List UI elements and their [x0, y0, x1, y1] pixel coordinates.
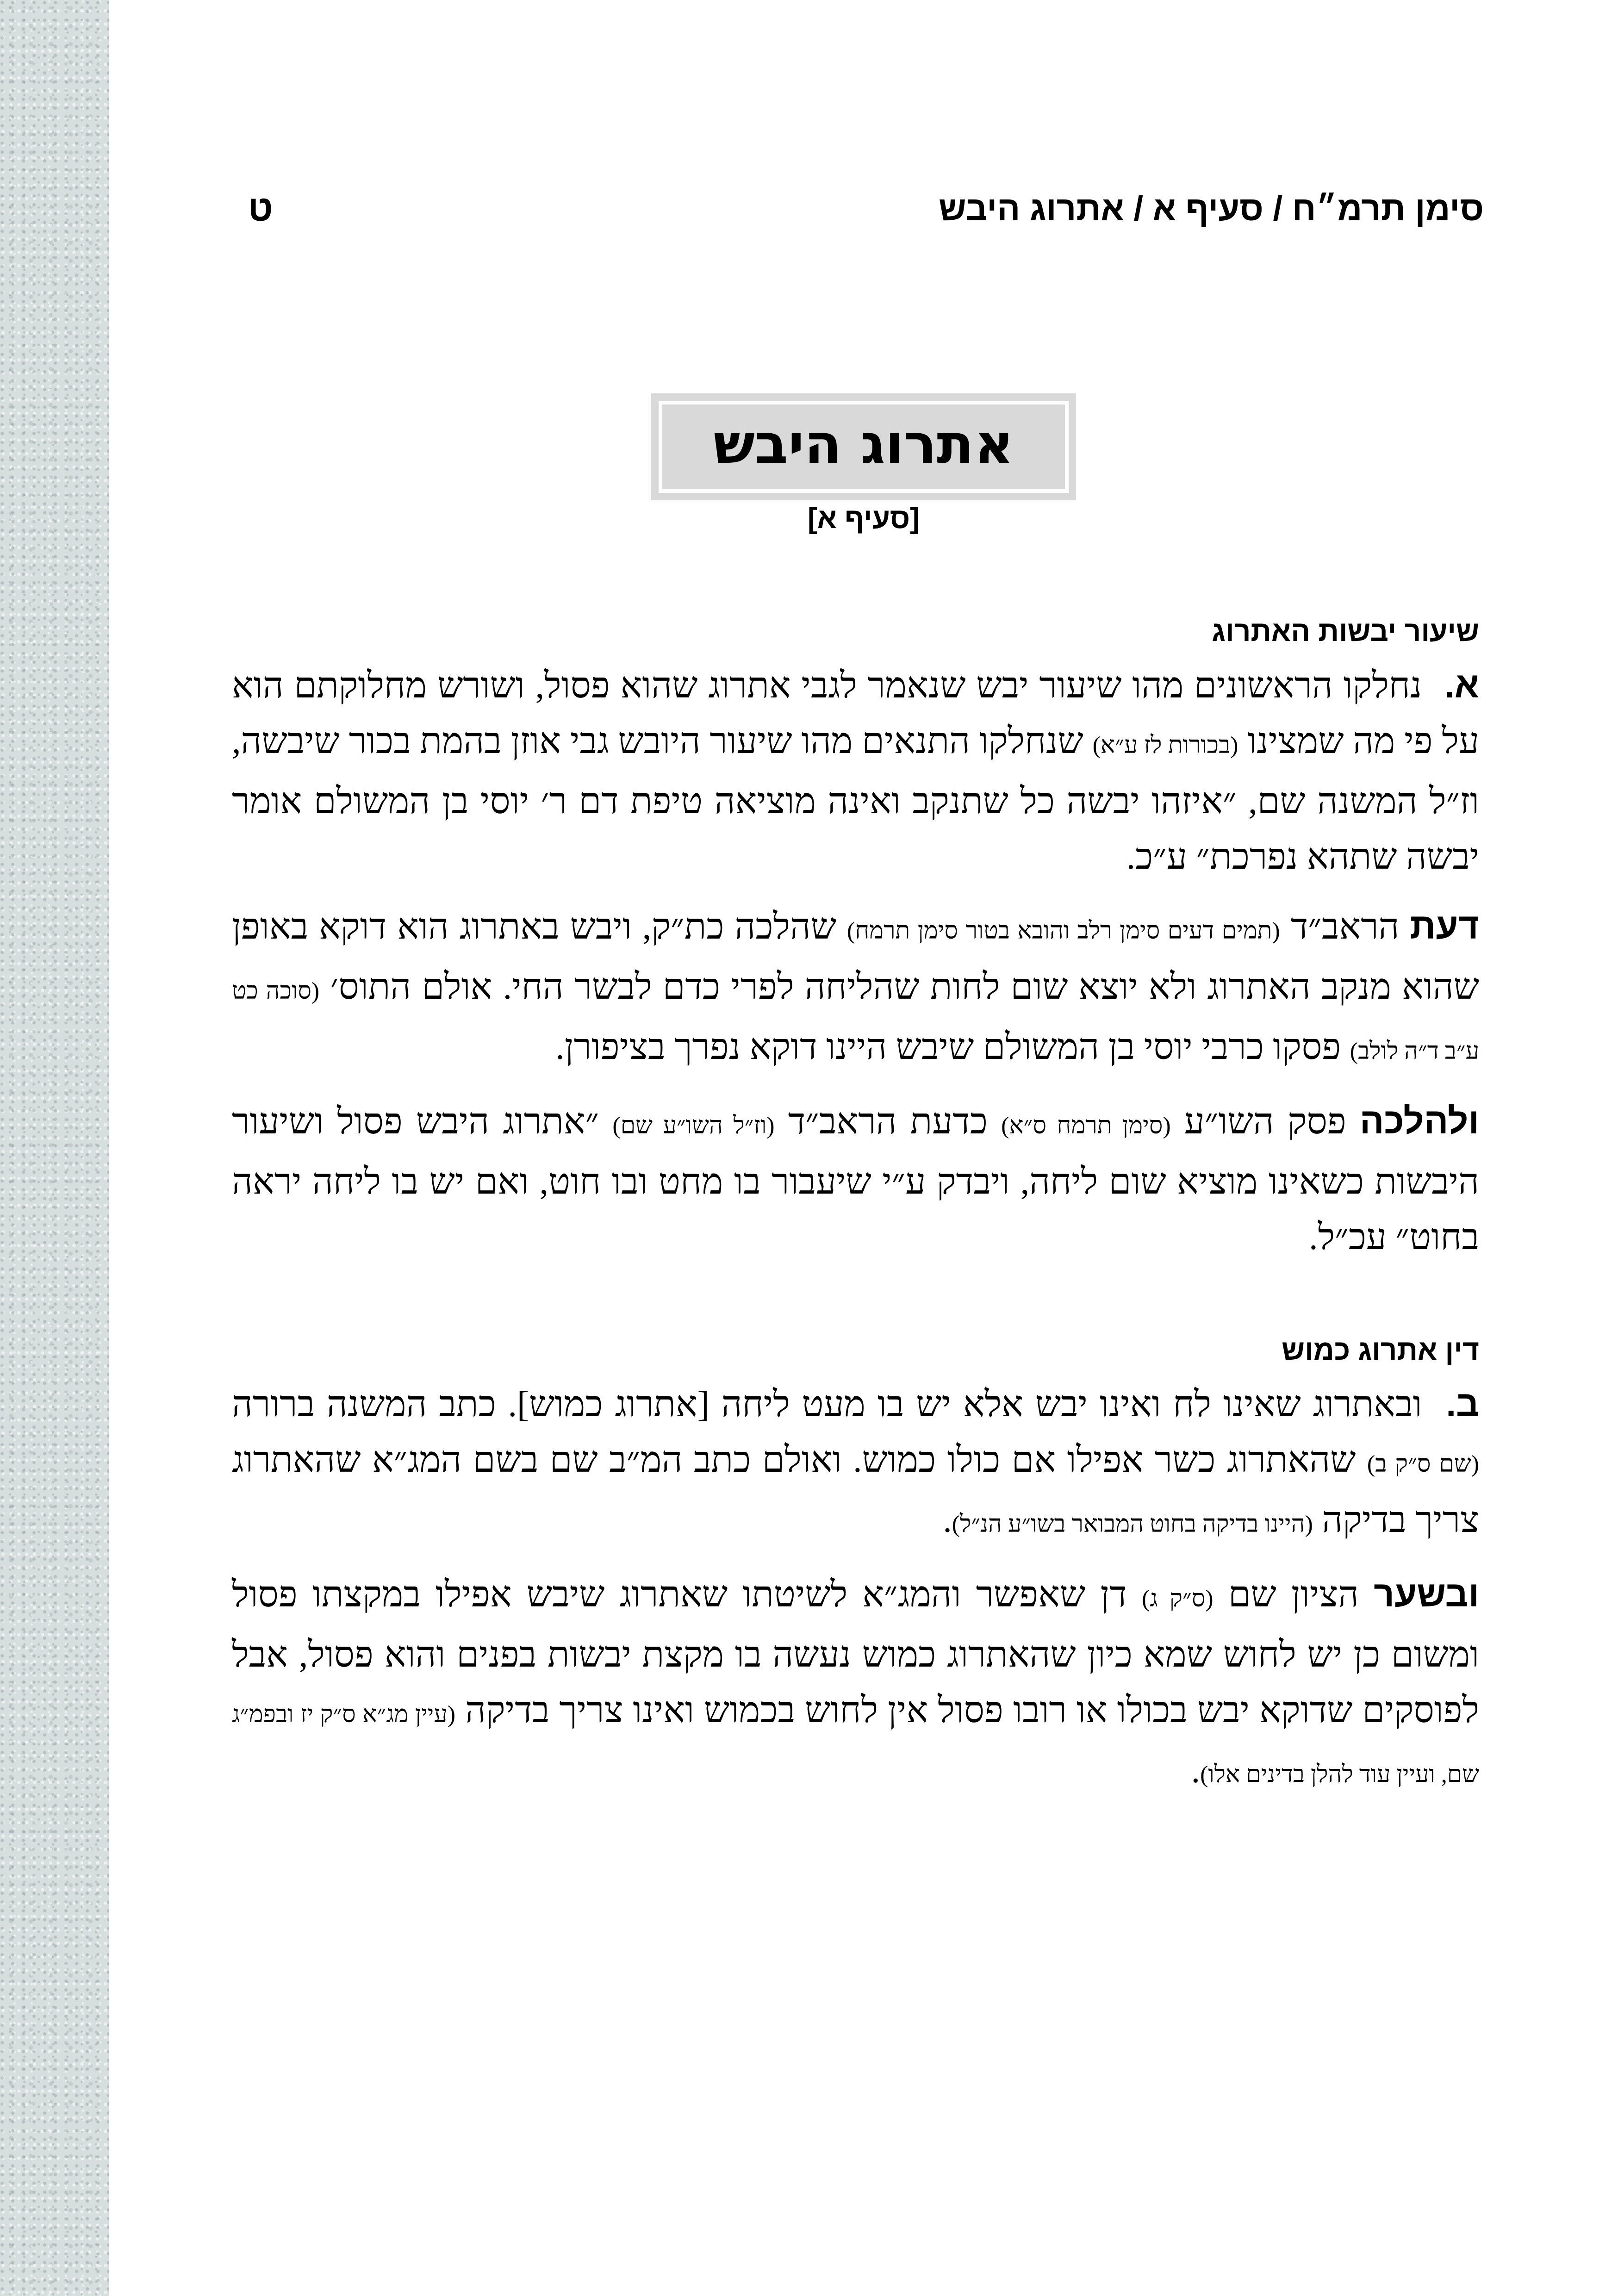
source-reference: (וז״ל השו״ע שם)	[612, 1113, 775, 1139]
paragraph-text: כדעת הראב״ד	[788, 1101, 988, 1141]
paragraph-text: הציון שם	[1228, 1574, 1359, 1614]
paragraph	[232, 657, 1479, 884]
seif-label: [סעיף א]	[808, 503, 920, 535]
paragraph	[232, 1093, 1479, 1265]
source-reference: (היינו בדיקה בחוט המבואר בשו״ע הנ״ל)	[952, 1511, 1313, 1537]
section-heading: דין אתרוג כמוש	[1282, 1334, 1479, 1366]
paragraph-marker: ב.	[1446, 1383, 1479, 1424]
paragraph-text: נחלקו הראשונים מהו שיעור יבש שנאמר לגבי אתרוג שהוא פסול, ושורש מחלוקתם הוא על פי מה שמצינו	[232, 665, 1479, 761]
paragraph-text: .	[1191, 1750, 1201, 1790]
main-content	[232, 611, 1479, 1817]
paragraph	[232, 898, 1479, 1079]
paragraph-lead-word: ולהלכה	[1359, 1101, 1479, 1141]
section-spacer	[232, 1279, 1479, 1330]
chapter-title-box	[651, 393, 1076, 500]
paragraph-text: הראב״ד	[1290, 906, 1400, 946]
book-page	[109, 0, 1618, 2296]
paragraph-text: ״אתרוג היבש פסול ושיעור היבשות כשאינו מוציא שום ליחה, ויבדק ע״י שיעבור בו מחט ובו חוט, ואם יש בו ליחה יראה בחוט״ עכ״ל.	[232, 1101, 1479, 1257]
chapter-title-wrap	[109, 393, 1618, 500]
paragraph-text: .	[943, 1500, 952, 1540]
paragraph-text: שהאתרוג כשר אפילו אם כולו כמוש. ואולם כתב המ״ב שם בשם המג״א שהאתרוג צריך בדיקה	[232, 1439, 1479, 1540]
paragraph-text: דן שאפשר והמג״א לשיטתו שאתרוג שיבש אפילו במקצתו פסול ומשום כן יש לחוש שמא כיון שהאתרוג כמוש נעשה בו מקצת יבשות בפנים והוא פסול, אבל לפוסקים שדוקא יבש בכולו או רובו פסול אין לחוש בכמוש ואינו צריך בדיקה	[232, 1574, 1480, 1730]
paragraph	[232, 1566, 1479, 1803]
source-reference: (סוכה כט ע״ב ד״ה לולב)	[232, 978, 1479, 1064]
source-reference: (בכורות לז ע״א)	[1092, 732, 1238, 759]
page-number: ט	[248, 187, 273, 229]
decorative-stone-margin	[0, 0, 109, 2296]
paragraph	[232, 1376, 1479, 1552]
source-reference: (שם ס״ק ב)	[1367, 1451, 1479, 1477]
paragraph-lead-word: דעת	[1410, 906, 1480, 946]
paragraph-marker: א.	[1444, 665, 1479, 705]
source-reference: (תמים דעים סימן רלב והובא בטור סימן תרמח)	[847, 918, 1280, 944]
paragraph-text: שנחלקו התנאים מהו שיעור היובש גבי אוזן בהמת בכור שיבשה, וז״ל המשנה שם, ״איזהו יבשה כל שתנקב ואינה מוציאה טיפת דם ר׳ יוסי בן המשולם אומר יבשה שתהא נפרכת״ ע״כ.	[232, 721, 1479, 877]
paragraph-text: פסק השו״ע	[1184, 1101, 1346, 1141]
source-reference: (ס״ק ג)	[1141, 1586, 1214, 1612]
paragraph-text: שהלכה כת״ק, ויבש באתרוג הוא דוקא באופן שהוא מנקב האתרוג ולא יוצא שום לחות שהליחה לפרי כדם לבשר החי. אולם התוס׳	[232, 906, 1479, 1007]
section-heading: שיעור יבשות האתרוג	[1212, 616, 1479, 647]
source-reference: (סימן תרמח ס״א)	[1001, 1113, 1171, 1139]
running-header	[248, 183, 1484, 234]
chapter-title: אתרוג היבש	[659, 401, 1068, 493]
paragraph-text: ובאתרוג שאינו לח ואינו יבש אלא יש בו מעט ליחה [אתרוג כמוש]. כתב המשנה ברורה	[232, 1384, 1422, 1424]
running-header-title: סימן תרמ״ח / סעיף א / אתרוג היבש	[939, 189, 1484, 228]
source-reference: (עיין מג״א ס״ק יז ובפמ״ג שם, ועיין עוד להלן בדינים אלו)	[232, 1701, 1479, 1788]
paragraph-text: פסקו כרבי יוסי בן המשולם שיבש היינו דוקא נפרך בציפורן.	[555, 1027, 1341, 1067]
paragraph-lead-word: ובשער	[1374, 1574, 1480, 1614]
